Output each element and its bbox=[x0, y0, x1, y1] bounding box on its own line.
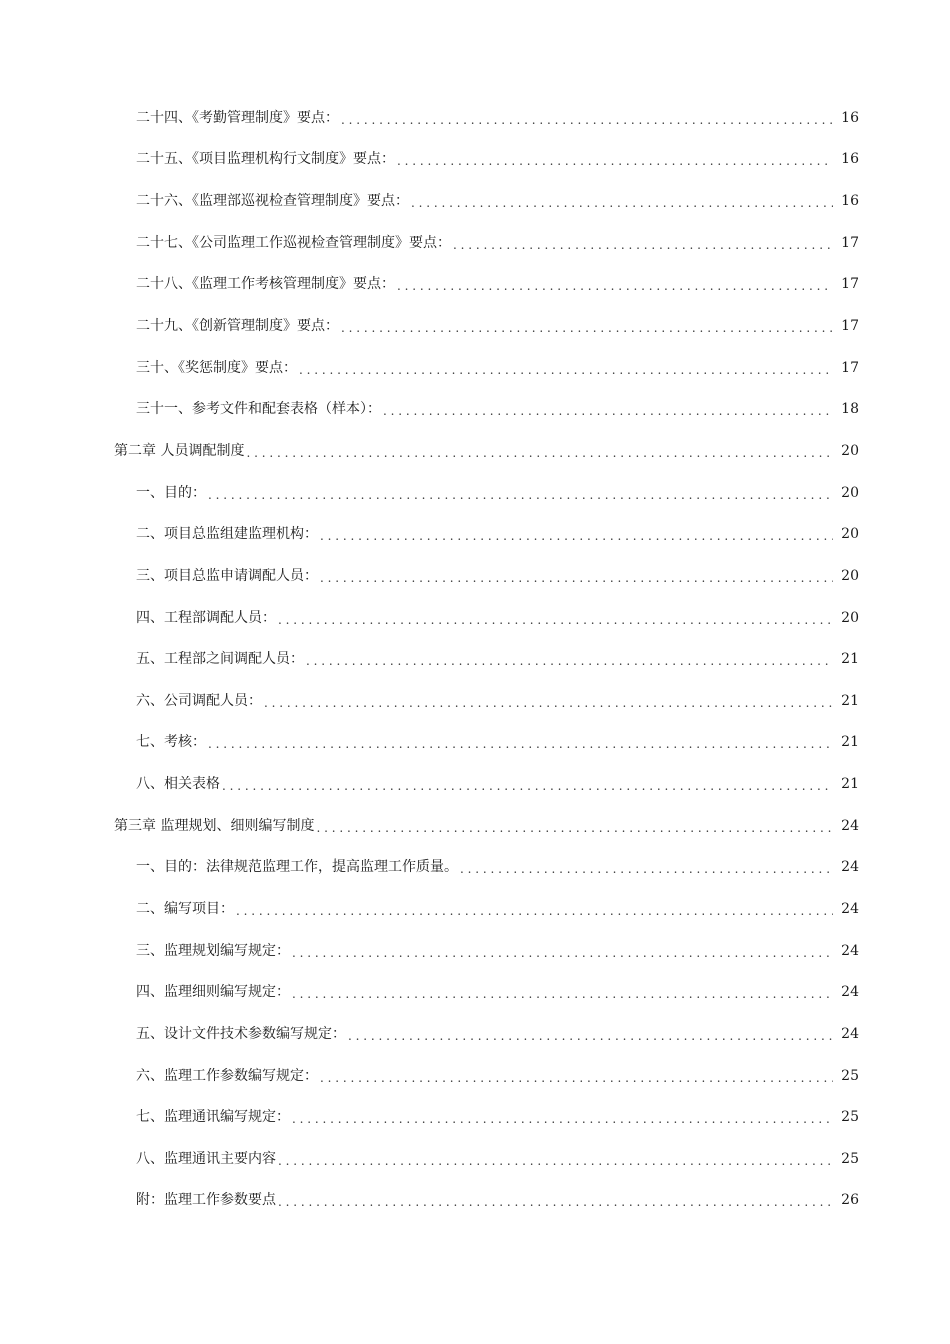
toc-section-entry[interactable] bbox=[0, 1180, 950, 1222]
toc-section-entry[interactable] bbox=[0, 763, 950, 805]
toc-section-entry[interactable] bbox=[0, 180, 950, 222]
toc-section-entry[interactable] bbox=[0, 555, 950, 597]
toc-entry-title: 二十六、《监理部巡视检查管理制度》要点： bbox=[136, 193, 409, 210]
toc-page-number: 25 bbox=[841, 1150, 859, 1167]
toc-entry-title: 附：监理工作参数要点 bbox=[136, 1192, 276, 1209]
toc-page-number: 21 bbox=[841, 651, 859, 668]
toc-dot-leader bbox=[460, 860, 833, 878]
toc-entry-title: 三、监理规划编写规定： bbox=[136, 942, 290, 959]
toc-entry-title: 五、工程部之间调配人员： bbox=[136, 651, 304, 668]
toc-dot-leader bbox=[246, 444, 833, 462]
toc-entry-title: 七、考核： bbox=[136, 734, 206, 751]
toc-entry-title: 二十七、《公司监理工作巡视检查管理制度》要点： bbox=[136, 234, 451, 251]
toc-section-entry[interactable] bbox=[0, 305, 950, 347]
toc-section-entry[interactable] bbox=[0, 388, 950, 430]
toc-section-entry[interactable] bbox=[0, 347, 950, 389]
toc-entry-title: 三、项目总监申请调配人员： bbox=[136, 567, 318, 584]
toc-entry-title: 一、目的： bbox=[136, 484, 206, 501]
toc-dot-leader bbox=[208, 735, 833, 753]
toc-page-number: 16 bbox=[841, 151, 859, 168]
toc-section-entry[interactable] bbox=[0, 97, 950, 139]
toc-dot-leader bbox=[316, 819, 833, 837]
toc-section-entry[interactable] bbox=[0, 222, 950, 264]
toc-dot-leader bbox=[383, 402, 833, 420]
toc-dot-leader bbox=[292, 1110, 833, 1128]
toc-dot-leader bbox=[278, 611, 833, 629]
toc-section-entry[interactable] bbox=[0, 680, 950, 722]
toc-entry-title: 三十一、参考文件和配套表格（样本）： bbox=[136, 401, 381, 418]
toc-section-entry[interactable] bbox=[0, 139, 950, 181]
toc-dot-leader bbox=[453, 236, 833, 254]
toc-page-number: 18 bbox=[841, 401, 859, 418]
toc-page-number: 17 bbox=[841, 234, 859, 251]
toc-page-number: 17 bbox=[841, 359, 859, 376]
toc-section-entry[interactable] bbox=[0, 930, 950, 972]
toc-chapter-entry[interactable] bbox=[0, 805, 950, 847]
toc-entry-title: 第三章 监理规划、细则编写制度 bbox=[114, 817, 315, 834]
toc-section-entry[interactable] bbox=[0, 888, 950, 930]
toc-dot-leader bbox=[299, 361, 833, 379]
toc-dot-leader bbox=[292, 944, 833, 962]
toc-entry-title: 六、监理工作参数编写规定： bbox=[136, 1067, 318, 1084]
toc-dot-leader bbox=[222, 777, 833, 795]
toc-dot-leader bbox=[397, 152, 833, 170]
toc-entry-title: 二、项目总监组建监理机构： bbox=[136, 526, 318, 543]
toc-page-number: 16 bbox=[841, 193, 859, 210]
toc-page-number: 17 bbox=[841, 276, 859, 293]
toc-page-number: 24 bbox=[841, 942, 859, 959]
toc-section-entry[interactable] bbox=[0, 513, 950, 555]
toc-dot-leader bbox=[264, 694, 833, 712]
toc-dot-leader bbox=[320, 569, 833, 587]
toc-entry-title: 二十八、《监理工作考核管理制度》要点： bbox=[136, 276, 395, 293]
toc-entry-title: 八、相关表格 bbox=[136, 776, 220, 793]
toc-entry-title: 二十四、《考勤管理制度》要点： bbox=[136, 109, 339, 126]
toc-page-number: 17 bbox=[841, 318, 859, 335]
toc-dot-leader bbox=[341, 111, 833, 129]
toc-dot-leader bbox=[341, 319, 833, 337]
toc-section-entry[interactable] bbox=[0, 1138, 950, 1180]
toc-entry-title: 六、公司调配人员： bbox=[136, 692, 262, 709]
toc-page-number: 24 bbox=[841, 984, 859, 1001]
toc-entry-title: 三十、《奖惩制度》要点： bbox=[136, 359, 297, 376]
toc-page-number: 20 bbox=[841, 567, 859, 584]
toc-page-number: 20 bbox=[841, 442, 859, 459]
toc-dot-leader bbox=[320, 1069, 833, 1087]
toc-page-number: 24 bbox=[841, 817, 859, 834]
toc-section-entry[interactable] bbox=[0, 971, 950, 1013]
toc-dot-leader bbox=[348, 1027, 833, 1045]
toc-page-number: 21 bbox=[841, 692, 859, 709]
toc-page-number: 20 bbox=[841, 609, 859, 626]
toc-dot-leader bbox=[292, 985, 833, 1003]
toc-page-number: 20 bbox=[841, 484, 859, 501]
toc-page-number: 21 bbox=[841, 776, 859, 793]
toc-section-entry[interactable] bbox=[0, 1096, 950, 1138]
toc-section-entry[interactable] bbox=[0, 1055, 950, 1097]
toc-section-entry[interactable] bbox=[0, 597, 950, 639]
toc-page-number: 21 bbox=[841, 734, 859, 751]
toc-chapter-entry[interactable] bbox=[0, 430, 950, 472]
toc-entry-title: 二、编写项目： bbox=[136, 900, 234, 917]
toc-dot-leader bbox=[397, 277, 833, 295]
toc-entry-title: 四、工程部调配人员： bbox=[136, 609, 276, 626]
toc-page-number: 24 bbox=[841, 900, 859, 917]
toc-dot-leader bbox=[236, 902, 833, 920]
toc-dot-leader bbox=[411, 194, 833, 212]
toc-section-entry[interactable] bbox=[0, 1013, 950, 1055]
toc-entry-title: 七、监理通讯编写规定： bbox=[136, 1109, 290, 1126]
toc-dot-leader bbox=[278, 1193, 833, 1211]
toc-dot-leader bbox=[320, 527, 833, 545]
toc-page-number: 26 bbox=[841, 1192, 859, 1209]
toc-page-number: 25 bbox=[841, 1109, 859, 1126]
toc-section-entry[interactable] bbox=[0, 722, 950, 764]
toc-dot-leader bbox=[278, 1152, 833, 1170]
toc-entry-title: 二十五、《项目监理机构行文制度》要点： bbox=[136, 151, 395, 168]
toc-entry-title: 五、设计文件技术参数编写规定： bbox=[136, 1025, 346, 1042]
toc-page-number: 24 bbox=[841, 859, 859, 876]
toc-section-entry[interactable] bbox=[0, 847, 950, 889]
toc-page-number: 25 bbox=[841, 1067, 859, 1084]
toc-page-number: 16 bbox=[841, 109, 859, 126]
toc-entry-title: 四、监理细则编写规定： bbox=[136, 984, 290, 1001]
toc-section-entry[interactable] bbox=[0, 638, 950, 680]
toc-dot-leader bbox=[306, 652, 833, 670]
toc-page-number: 24 bbox=[841, 1025, 859, 1042]
toc-section-entry[interactable] bbox=[0, 264, 950, 306]
toc-entry-title: 第二章 人员调配制度 bbox=[114, 442, 245, 459]
toc-section-entry[interactable] bbox=[0, 472, 950, 514]
toc-entry-title: 八、监理通讯主要内容 bbox=[136, 1150, 276, 1167]
toc-entry-title: 二十九、《创新管理制度》要点： bbox=[136, 318, 339, 335]
toc-dot-leader bbox=[208, 486, 833, 504]
toc-page-number: 20 bbox=[841, 526, 859, 543]
table-of-contents bbox=[0, 97, 950, 1221]
toc-entry-title: 一、目的：法律规范监理工作，提高监理工作质量。 bbox=[136, 859, 458, 876]
